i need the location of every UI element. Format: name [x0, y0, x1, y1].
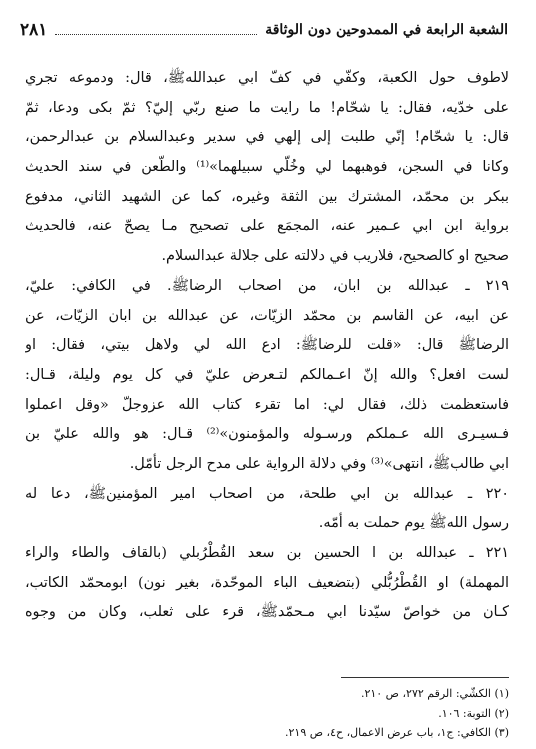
text-line: لست افعل؟ والله إنّ اعـمالكم لتـعرض عليّ في كل يوم وليلة، قـال: [25, 366, 509, 383]
footnote: (٣) الكافي: ج١، باب عرض الاعمال، ح٤، ص ٢١٩. [285, 726, 509, 739]
running-header [20, 17, 508, 43]
text-line: قال: يا شحّام! إنّي طلبت إلى إلهي في سدير وعبدالسلام بن عبدالرحمن، [25, 129, 509, 146]
text-line: عن ابيه، عن القاسم بن محمّد الزيّات، عن عبدالله بن ابان الزيّات، عن [25, 307, 509, 324]
text-line: الرضاﷺ قال: «قلت للرضاﷺ: ادع الله لي ولاهل بيتي، فقال: او [25, 337, 509, 354]
text-line: ببكر بن محمّد، المشترك بين الثقة وغيره، كما عن الشهيد الثاني، مدفوع [25, 188, 509, 205]
text-line: وكانا في السجن، فوهبهما لي وخُلّي سبيلهما»⁽¹⁾ والطّعن في سند الحديث [25, 159, 509, 176]
body-text [25, 64, 509, 628]
text-line: رسول اللهﷺ يوم حملت به أمّه. [318, 515, 509, 532]
running-title: الشعبة الرابعة في الممدوحين دون الوثاقة [265, 22, 508, 38]
text-line: فـسيـرى الله عـملكم ورسـوله والمؤمنون»⁽²⁾ قـال: هو والله عليّ بن [25, 426, 509, 443]
text-line: المهملة) او القُطْرُبُّلي (بتضعيف الباء الموحّدة، بغير نون) ابومحمّد الكاتب، [25, 574, 509, 591]
text-line: على خدّيه، فقال: يا شحّام! ما رايت ما صنع ربّي إليّ؟ ثمّ بكى ودعا، ثمّ [25, 99, 509, 116]
header-leader-dots [55, 34, 257, 35]
text-line: ٢٢١ ـ عبدالله بن ا الحسين بن سعد القُطْرُبلي (بالقاف والطاء والراء [25, 545, 509, 561]
footnotes [25, 684, 509, 743]
text-line: ٢١٩ ـ عبدالله بن ابان، من اصحاب الرضاﷺ. في الكافي: عليّ، [25, 277, 509, 294]
footnote: (١) الكشّي: الرقم ٢٧٢، ص ٢١٠. [360, 687, 509, 700]
footnote: (٢) التوبة: ١٠٦. [438, 706, 509, 720]
text-line: لاطوف حول الكعبة، وكفّي في كفّ ابي عبداللهﷺ، قال: ودموعه تجري [25, 70, 509, 86]
text-line: كـان من خواصّ سيّدنا ابي مـحمّدﷺ، قرء على ثعلب، وكان من وجوه [25, 604, 509, 621]
text-line: ابي طالبﷺ، انتهى»⁽³⁾ وفي دلالة الرواية على مدح الرجل تأمّل. [129, 455, 509, 472]
page-number: ٢٨١ [20, 20, 48, 40]
footnote-separator [341, 677, 509, 678]
text-line: فاستعظمت ذلك، فقال لي: اما تقرء كتاب الله عزوجلّ «وقل اعملوا [25, 396, 509, 413]
text-line: ٢٢٠ ـ عبدالله بن ابي طلحة، من اصحاب امير المؤمنينﷺ، دعا له [25, 485, 509, 502]
text-line: برواية ابن ابي عـمير عنه، المجمَع على تصحيح مـا يصحّ عنه، فالحديث [25, 218, 509, 235]
text-line: صحيح او كالصحيح، فلاريب في دلالته على جلالة عبدالسلام. [161, 248, 509, 265]
